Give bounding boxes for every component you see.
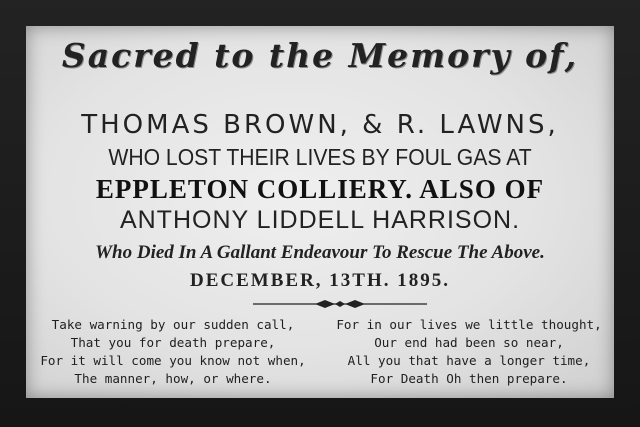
verse-left-line: Take warning by our sudden call,	[51, 317, 295, 332]
verse-right-line: Our end had been so near,	[374, 335, 564, 350]
rescue-line: Who Died In A Gallant Endeavour To Rescue The Above.	[95, 242, 545, 263]
verse-right	[332, 316, 606, 388]
ornamental-divider	[253, 299, 427, 309]
rescuer-name: ANTHONY LIDDELL HARRISON.	[119, 206, 521, 234]
verse-left-line: That you for death prepare,	[70, 335, 276, 350]
verse-right-line: All you that have a longer time,	[347, 353, 591, 368]
cause-line: WHO LOST THEIR LIVES BY FOUL GAS AT	[108, 144, 532, 170]
verse-right-line: For Death Oh then prepare.	[370, 371, 568, 386]
verse-left	[36, 316, 310, 388]
colliery-line: EPPLETON COLLIERY. ALSO OF	[95, 174, 545, 204]
verse-left-line: For it will come you know not when,	[40, 353, 306, 368]
memorial-plaque	[26, 26, 614, 398]
plaque-heading: Sacred to the Memory of,	[61, 36, 579, 75]
verse-left-line: The manner, how, or where.	[74, 371, 272, 386]
verse-right-line: For in our lives we little thought,	[336, 317, 602, 332]
victim-names: THOMAS BROWN, & R. LAWNS,	[81, 110, 559, 140]
date-line: DECEMBER, 13TH. 1895.	[190, 270, 450, 291]
